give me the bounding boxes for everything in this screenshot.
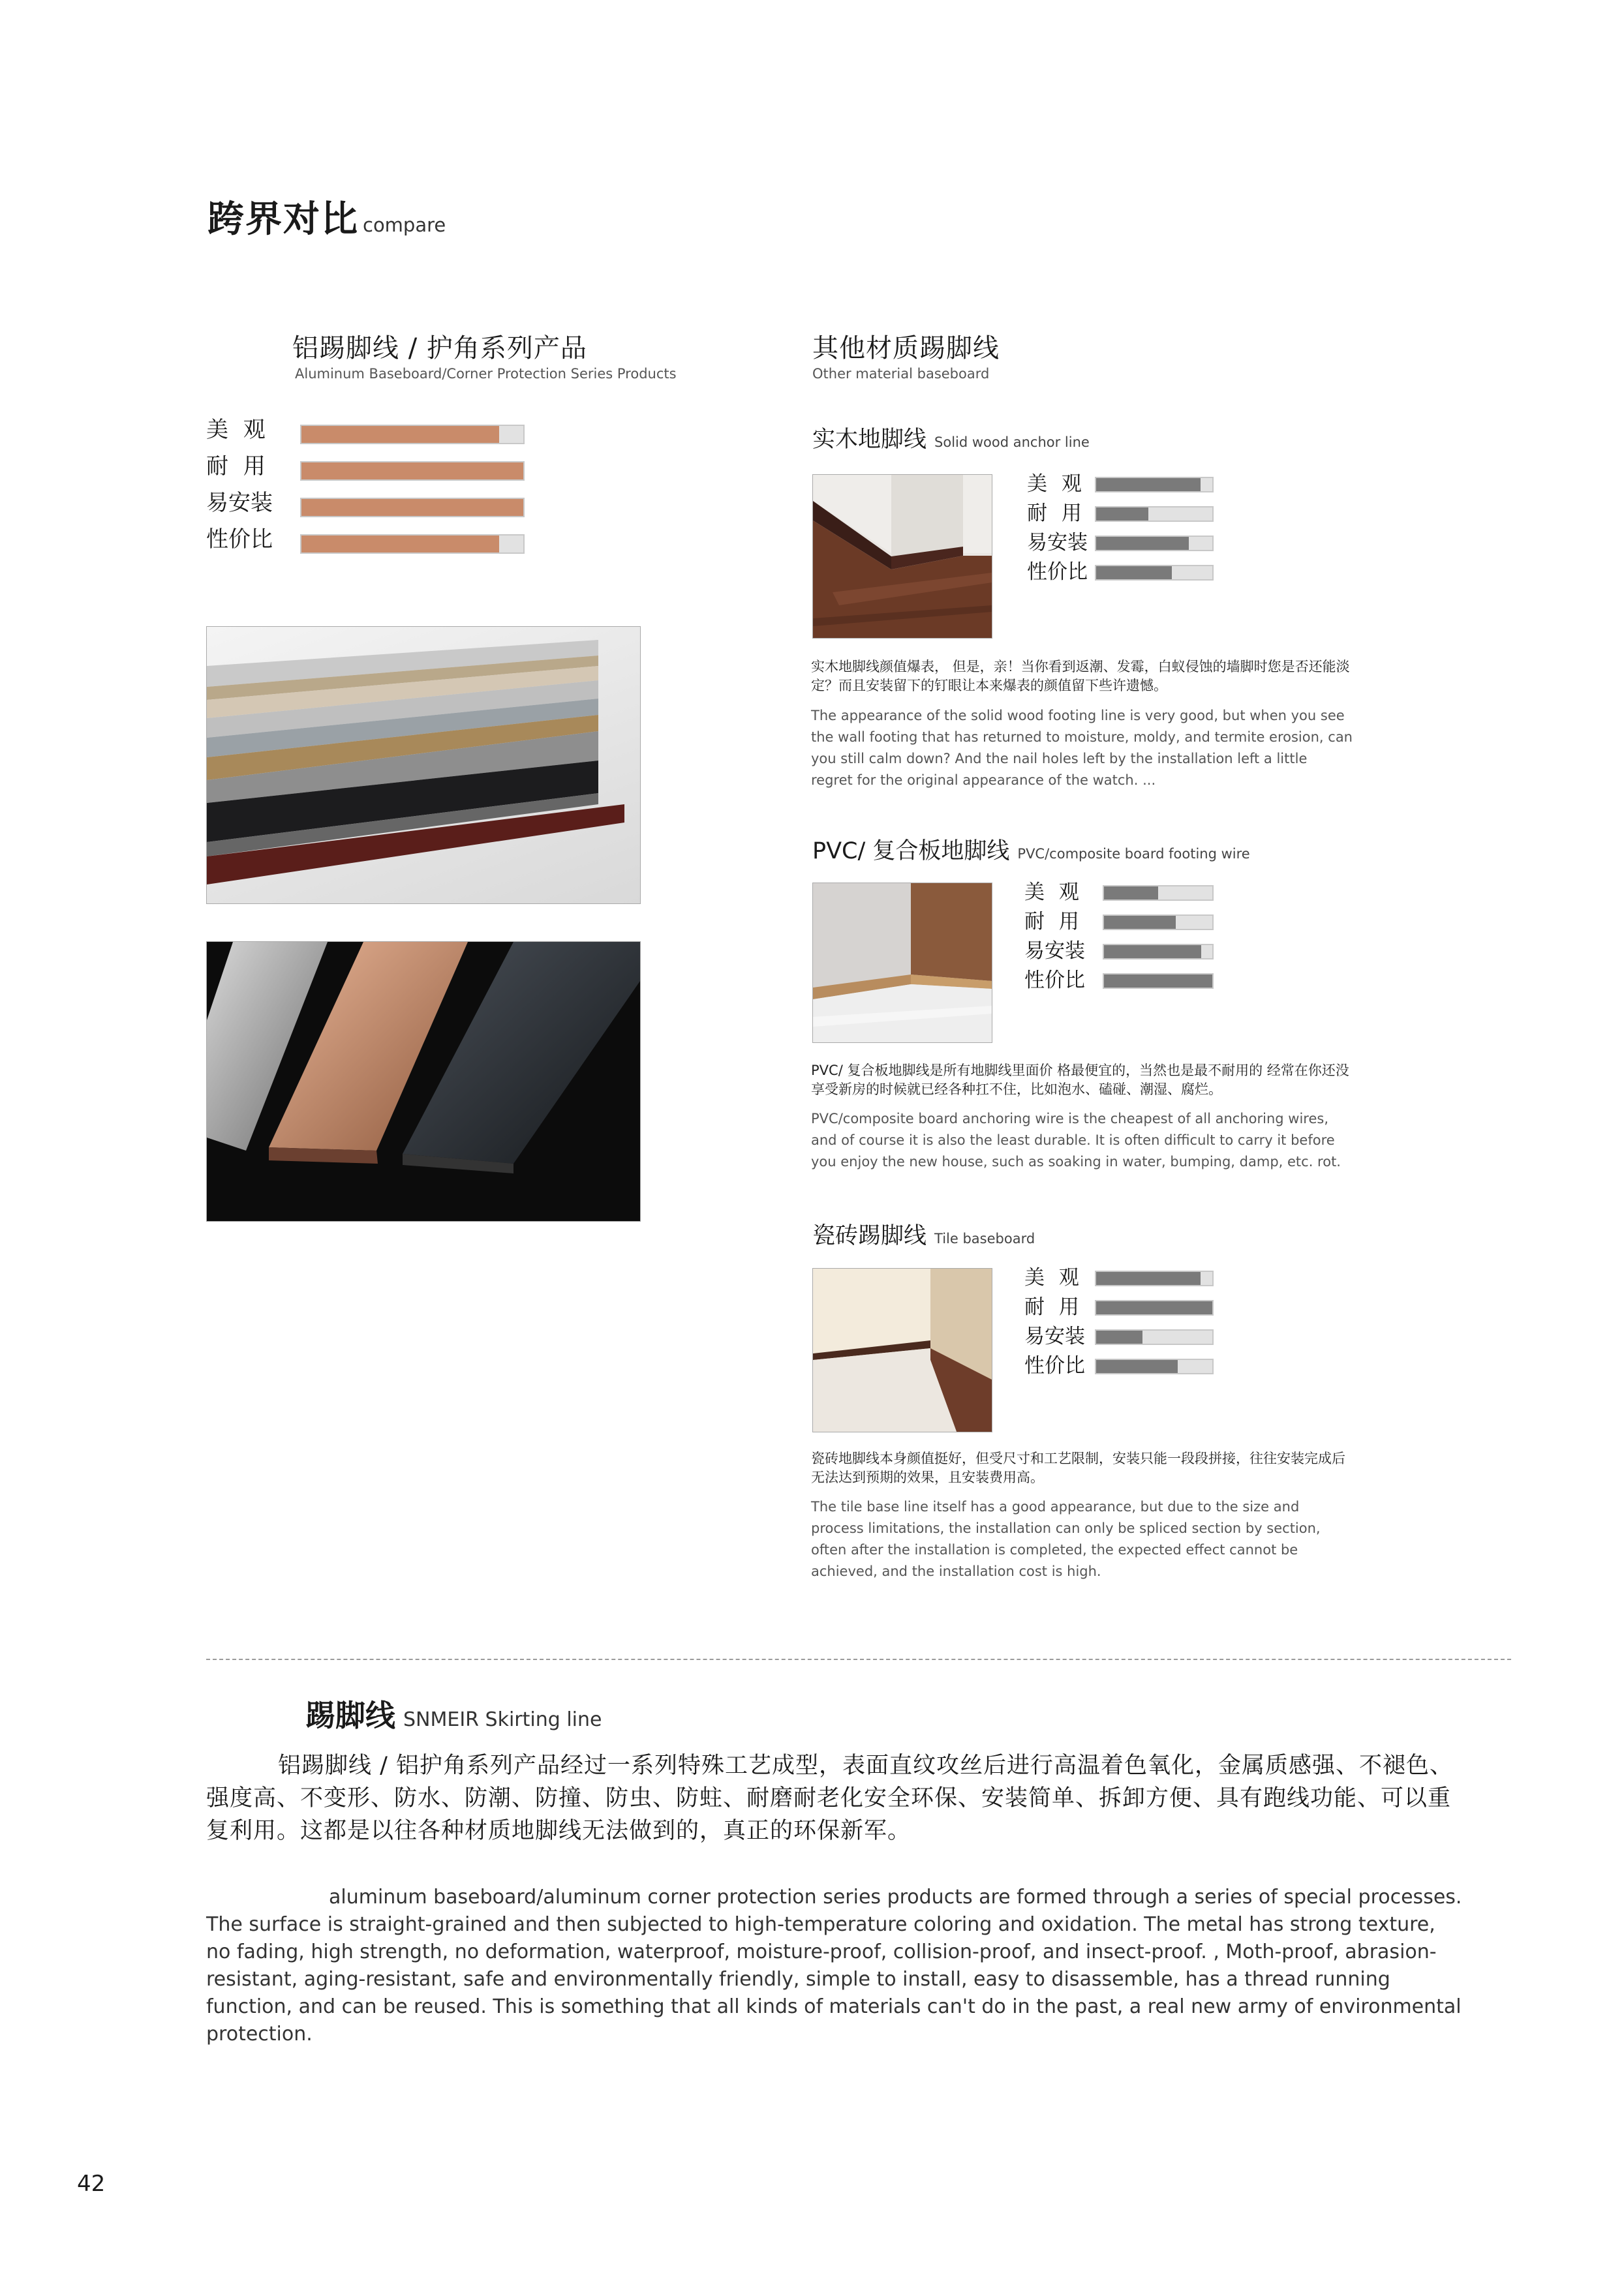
skirting-paragraph-en: aluminum baseboard/aluminum corner protection series products are formed through a series of special processes. The surface is straight-grained and then subjected to high-temperature coloring and oxidation. The metal has strong texture, no fading, high strength, no deformation, waterproof, moisture-proof, collision-proof, and insect-proof. , Moth-proof, abrasion-resistant, aging-resistant, safe and environmentally friendly, simple to install, easy to disassemble, has a thread running function, and can be reused. This is something that all kinds of materials can't do in the past, a real new army of environmental protection. <box>206 1886 1462 2046</box>
aluminum-profiles-photo <box>206 941 641 1222</box>
skirting-heading <box>305 1692 602 1735</box>
page-number: 42 <box>77 2171 106 2197</box>
page-header <box>207 190 446 243</box>
solid-wood-title: 实木地脚线 <box>812 427 927 453</box>
rating-bar-durability <box>1103 914 1214 930</box>
skirting-paragraph-cn: 铝踢脚线 / 铝护角系列产品经过一系列特殊工艺成型，表面直纹攻丝后进行高温着色氧化，金属质感强、不褪色、强度高、不变形、防水、防潮、防撞、防虫、防蛀、耐磨耐老化安全环保、安装简单、拆卸方便、具有跑线功能、可以重复利用。这都是以往各种材质地脚线无法做到的，真正的环保新军。 <box>206 1753 1454 1844</box>
rating-label-installation: 易安装 <box>1024 939 1085 963</box>
pvc-title-en: PVC/composite board footing wire <box>1017 846 1250 862</box>
solid-wood-note-en: The appearance of the solid wood footing line is very good, but when you see the wall footing that has returned to moisture, moldy, and termite erosion, can you still calm down? And the nail holes left by the installation left a little regret for the original appearance of the watch. ... <box>811 708 1353 788</box>
other-heading <box>812 327 1000 382</box>
tile-note-cn: 瓷砖地脚线本身颜值挺好，但受尺寸和工艺限制，安装只能一段段拼接，往往安装完成后无法达到预期的效果，且安装费用高。 <box>811 1451 1345 1485</box>
rating-bar-durability <box>1095 1300 1214 1316</box>
rating-label-durability: 耐 用 <box>1024 1295 1083 1319</box>
tile-image <box>813 1269 992 1432</box>
aluminum-profiles-image <box>207 942 640 1221</box>
rating-bar-durability <box>1095 506 1214 522</box>
rating-label-appearance: 美 观 <box>1024 881 1083 904</box>
rating-bar-value <box>300 534 525 554</box>
tile-title: 瓷砖踢脚线 <box>812 1223 927 1249</box>
tile-photo <box>812 1268 992 1432</box>
rating-label-appearance: 美 观 <box>206 417 269 443</box>
solid-wood-title-en: Solid wood anchor line <box>934 434 1090 450</box>
pvc-title: PVC/ 复合板地脚线 <box>812 838 1010 864</box>
rating-bar-installation <box>1095 1329 1214 1345</box>
rating-label-value: 性价比 <box>1024 1354 1085 1378</box>
rating-bar-installation <box>1103 944 1214 959</box>
rating-bar-durability <box>300 461 525 481</box>
rating-label-durability: 耐 用 <box>1024 910 1083 933</box>
rating-label-value: 性价比 <box>1024 969 1085 992</box>
skirting-title: 踢脚线 <box>305 1698 395 1733</box>
aluminum-title: 铝踢脚线 / 护角系列产品 <box>292 333 587 363</box>
rating-bar-appearance <box>1103 885 1214 901</box>
tile-title-en: Tile baseboard <box>934 1231 1035 1246</box>
pvc-heading <box>812 833 1250 866</box>
pvc-ratings <box>1024 883 1227 993</box>
other-title: 其他材质踢脚线 <box>812 333 1000 363</box>
rating-label-value: 性价比 <box>206 526 273 552</box>
page-title: 跨界对比 <box>207 198 359 241</box>
tile-note-en: The tile base line itself has a good appearance, but due to the size and process limitations, the installation can only be spliced section by section, often after the installation is completed, the expected effect cannot be achieved, and the installation cost is high. <box>811 1499 1321 1579</box>
skirting-title-en: SNMEIR Skirting line <box>403 1708 602 1731</box>
rating-bar-value <box>1095 565 1214 581</box>
page-title-en: compare <box>363 214 446 236</box>
rating-label-installation: 易安装 <box>1027 531 1088 554</box>
solid-wood-image <box>813 475 992 638</box>
aluminum-strips-photo <box>206 626 641 904</box>
rating-label-installation: 易安装 <box>206 490 273 516</box>
rating-label-durability: 耐 用 <box>206 453 269 479</box>
rating-label-appearance: 美 观 <box>1024 1266 1083 1290</box>
other-subtitle: Other material baseboard <box>812 366 990 382</box>
rating-bar-installation <box>1095 536 1214 551</box>
pvc-photo <box>812 883 992 1043</box>
pvc-image <box>813 883 992 1042</box>
solid-wood-heading <box>812 421 1090 454</box>
rating-label-appearance: 美 观 <box>1027 472 1086 496</box>
rating-bar-value <box>1103 973 1214 989</box>
solid-wood-photo <box>812 474 992 639</box>
tile-ratings <box>1024 1268 1227 1379</box>
tile-heading <box>812 1218 1035 1250</box>
rating-label-durability: 耐 用 <box>1027 502 1086 525</box>
aluminum-strips-image <box>207 627 640 903</box>
rating-label-installation: 易安装 <box>1024 1325 1085 1348</box>
solid-wood-ratings <box>1027 474 1223 585</box>
solid-wood-note-cn: 实木地脚线颜值爆表， 但是，亲！当你看到返潮、发霉，白蚁侵蚀的墙脚时您是否还能淡定？而且安装留下的钉眼让本来爆表的颜值留下些许遗憾。 <box>811 659 1350 693</box>
rating-label-value: 性价比 <box>1027 560 1088 584</box>
rating-bar-installation <box>300 498 525 517</box>
rating-bar-appearance <box>1095 477 1214 492</box>
rating-bar-appearance <box>1095 1271 1214 1286</box>
pvc-note-en: PVC/composite board anchoring wire is the cheapest of all anchoring wires, and of course it is also the least durable. It is often difficult to carry it before you enjoy the new house, such as soaking in water, bumping, damp, etc. rot. <box>811 1111 1341 1170</box>
rating-bar-value <box>1095 1359 1214 1374</box>
aluminum-ratings <box>206 419 532 569</box>
section-divider <box>206 1659 1511 1660</box>
rating-bar-appearance <box>300 425 525 444</box>
aluminum-subtitle: Aluminum Baseboard/Corner Protection Series Products <box>295 366 677 382</box>
pvc-note-cn: PVC/ 复合板地脚线是所有地脚线里面价 格最便宜的，当然也是最不耐用的 经常在你还没享受新房的时候就已经各种扛不住，比如泡水、磕碰、潮湿、腐烂。 <box>811 1063 1349 1097</box>
aluminum-heading <box>292 327 677 382</box>
